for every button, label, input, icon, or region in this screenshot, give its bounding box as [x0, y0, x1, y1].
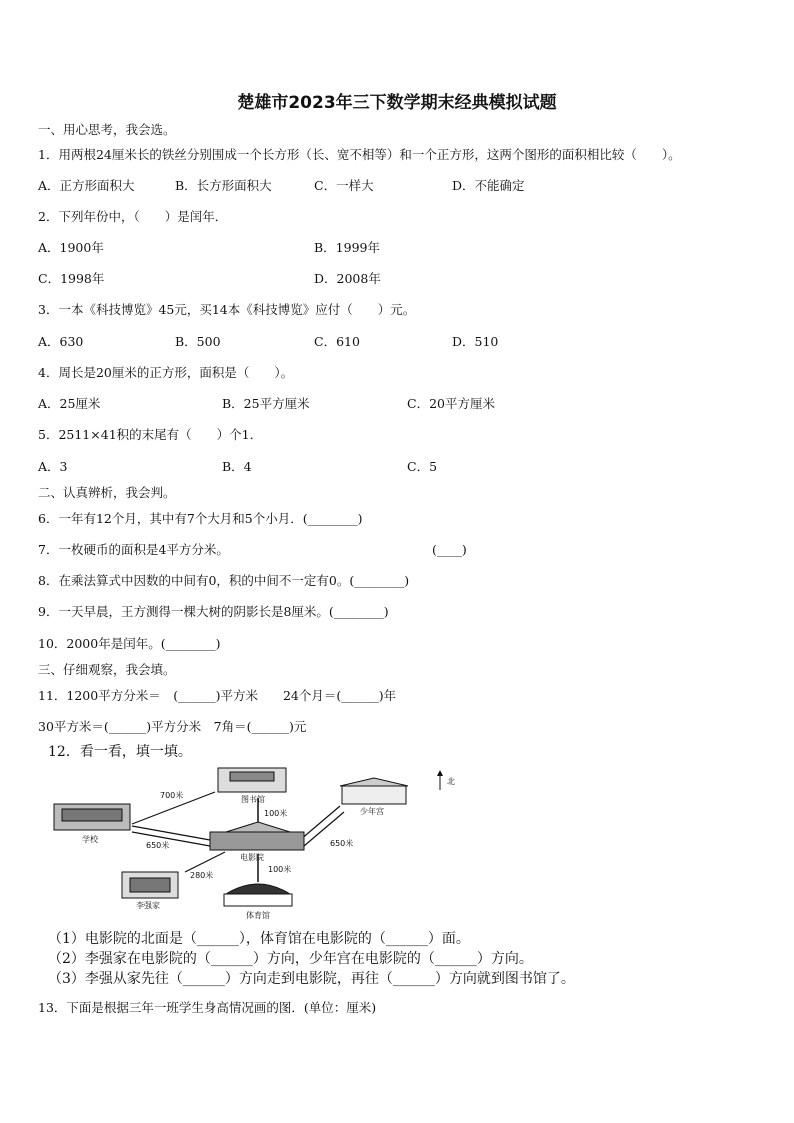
home-label: 李强家	[136, 901, 160, 910]
q2-option-d: D．2008年	[314, 271, 381, 286]
q2-option-b: B．1999年	[314, 240, 380, 255]
q3-option-a: A．630	[38, 334, 84, 349]
q5-option-a: A．3	[38, 459, 68, 474]
library-building	[218, 768, 286, 792]
question-7: 7．一枚硬币的面积是4平方分米。	[38, 542, 229, 557]
distance-school-library: 700米	[160, 791, 184, 800]
q4-option-a: A．25厘米	[38, 396, 101, 411]
youth-palace-building	[340, 778, 408, 804]
school-label: 学校	[82, 835, 98, 844]
question-2: 2．下列年份中，（ ）是闰年．	[38, 209, 228, 224]
library-label: 图书馆	[241, 795, 265, 804]
q3-option-b: B．500	[175, 334, 221, 349]
distance-library-cinema: 100米	[264, 809, 288, 818]
distance-cinema-youth: 650米	[330, 839, 354, 848]
question-6: 6．一年有12个月，其中有7个大月和5个小月．(________)	[38, 511, 363, 526]
q2-option-a: A．1900年	[38, 240, 104, 255]
question-1: 1．用两根24厘米长的铁丝分别围成一个长方形（长、宽不相等）和一个正方形，这两个图形的面积相比较（ ）。	[38, 147, 681, 162]
distance-cinema-gym: 100米	[268, 865, 292, 874]
north-label: 北	[447, 777, 455, 786]
question-3: 3．一本《科技博览》45元，买14本《科技博览》应付（ ）元。	[38, 302, 416, 317]
q4-option-c: C．20平方厘米	[407, 396, 495, 411]
q1-option-c: C．一样大	[314, 178, 374, 193]
question-11-line-1: 11．1200平方分米＝ (______)平方米 24个月＝(______)年	[38, 688, 397, 703]
road-cinema-home	[185, 852, 225, 872]
school-building	[54, 804, 130, 830]
question-12-part-1: （1）电影院的北面是（______），体育馆在电影院的（______）面。	[48, 931, 470, 947]
road-school-cinema-2	[132, 832, 210, 846]
distance-school-cinema: 650米	[146, 841, 170, 850]
q1-option-a: A．正方形面积大	[38, 178, 135, 193]
q1-option-d: D．不能确定	[452, 178, 525, 193]
q5-option-b: B．4	[222, 459, 252, 474]
home-building	[122, 872, 178, 898]
road-school-cinema-1	[132, 826, 210, 840]
question-12-part-2: （2）李强家在电影院的（______）方向，少年宫在电影院的（______）方向。	[48, 951, 533, 967]
q3-option-d: D．510	[452, 334, 499, 349]
q1-option-b: B．长方形面积大	[175, 178, 272, 193]
question-12-part-3: （3）李强从家先往（______）方向走到电影院，再往（______）方向就到图书馆了。	[48, 971, 575, 987]
question-13: 13．下面是根据三年一班学生身高情况画的图．(单位：厘米)	[38, 1000, 377, 1015]
question-5: 5．2511×41积的末尾有（ ）个1．	[38, 427, 263, 442]
q7-answer-blank: (____)	[432, 542, 467, 557]
q5-option-c: C．5	[407, 459, 438, 474]
cinema-building	[210, 822, 304, 850]
youth-palace-label: 少年宫	[360, 807, 384, 816]
road-cinema-youth-1	[300, 806, 340, 840]
q2-option-c: C．1998年	[38, 271, 105, 286]
gym-label: 体育馆	[246, 911, 270, 920]
gym-building	[224, 884, 292, 906]
page-title: 楚雄市2023年三下数学期末经典模拟试题	[237, 93, 557, 113]
question-8: 8．在乘法算式中因数的中间有0，积的中间不一定有0。(________)	[38, 573, 410, 588]
question-12: 12．看一看，填一填。	[48, 744, 192, 760]
section-2-heading: 二、认真辨析，我会判。	[38, 485, 176, 500]
question-11-line-2: 30平方米＝(______)平方分米 7角＝(______)元	[38, 719, 307, 734]
question-10: 10．2000年是闰年。(________)	[38, 636, 221, 651]
section-1-heading: 一、用心思考，我会选。	[38, 122, 176, 137]
question-4: 4．周长是20厘米的正方形，面积是（ ）。	[38, 365, 294, 380]
north-arrow-icon	[437, 770, 443, 790]
cinema-label: 电影院	[240, 853, 264, 862]
q4-option-b: B．25平方厘米	[222, 396, 310, 411]
distance-cinema-home: 280米	[190, 871, 214, 880]
section-3-heading: 三、仔细观察，我会填。	[38, 662, 176, 677]
q3-option-c: C．610	[314, 334, 360, 349]
location-map	[50, 762, 470, 922]
question-9: 9．一天早晨，王方测得一棵大树的阴影长是8厘米。(________)	[38, 604, 389, 619]
